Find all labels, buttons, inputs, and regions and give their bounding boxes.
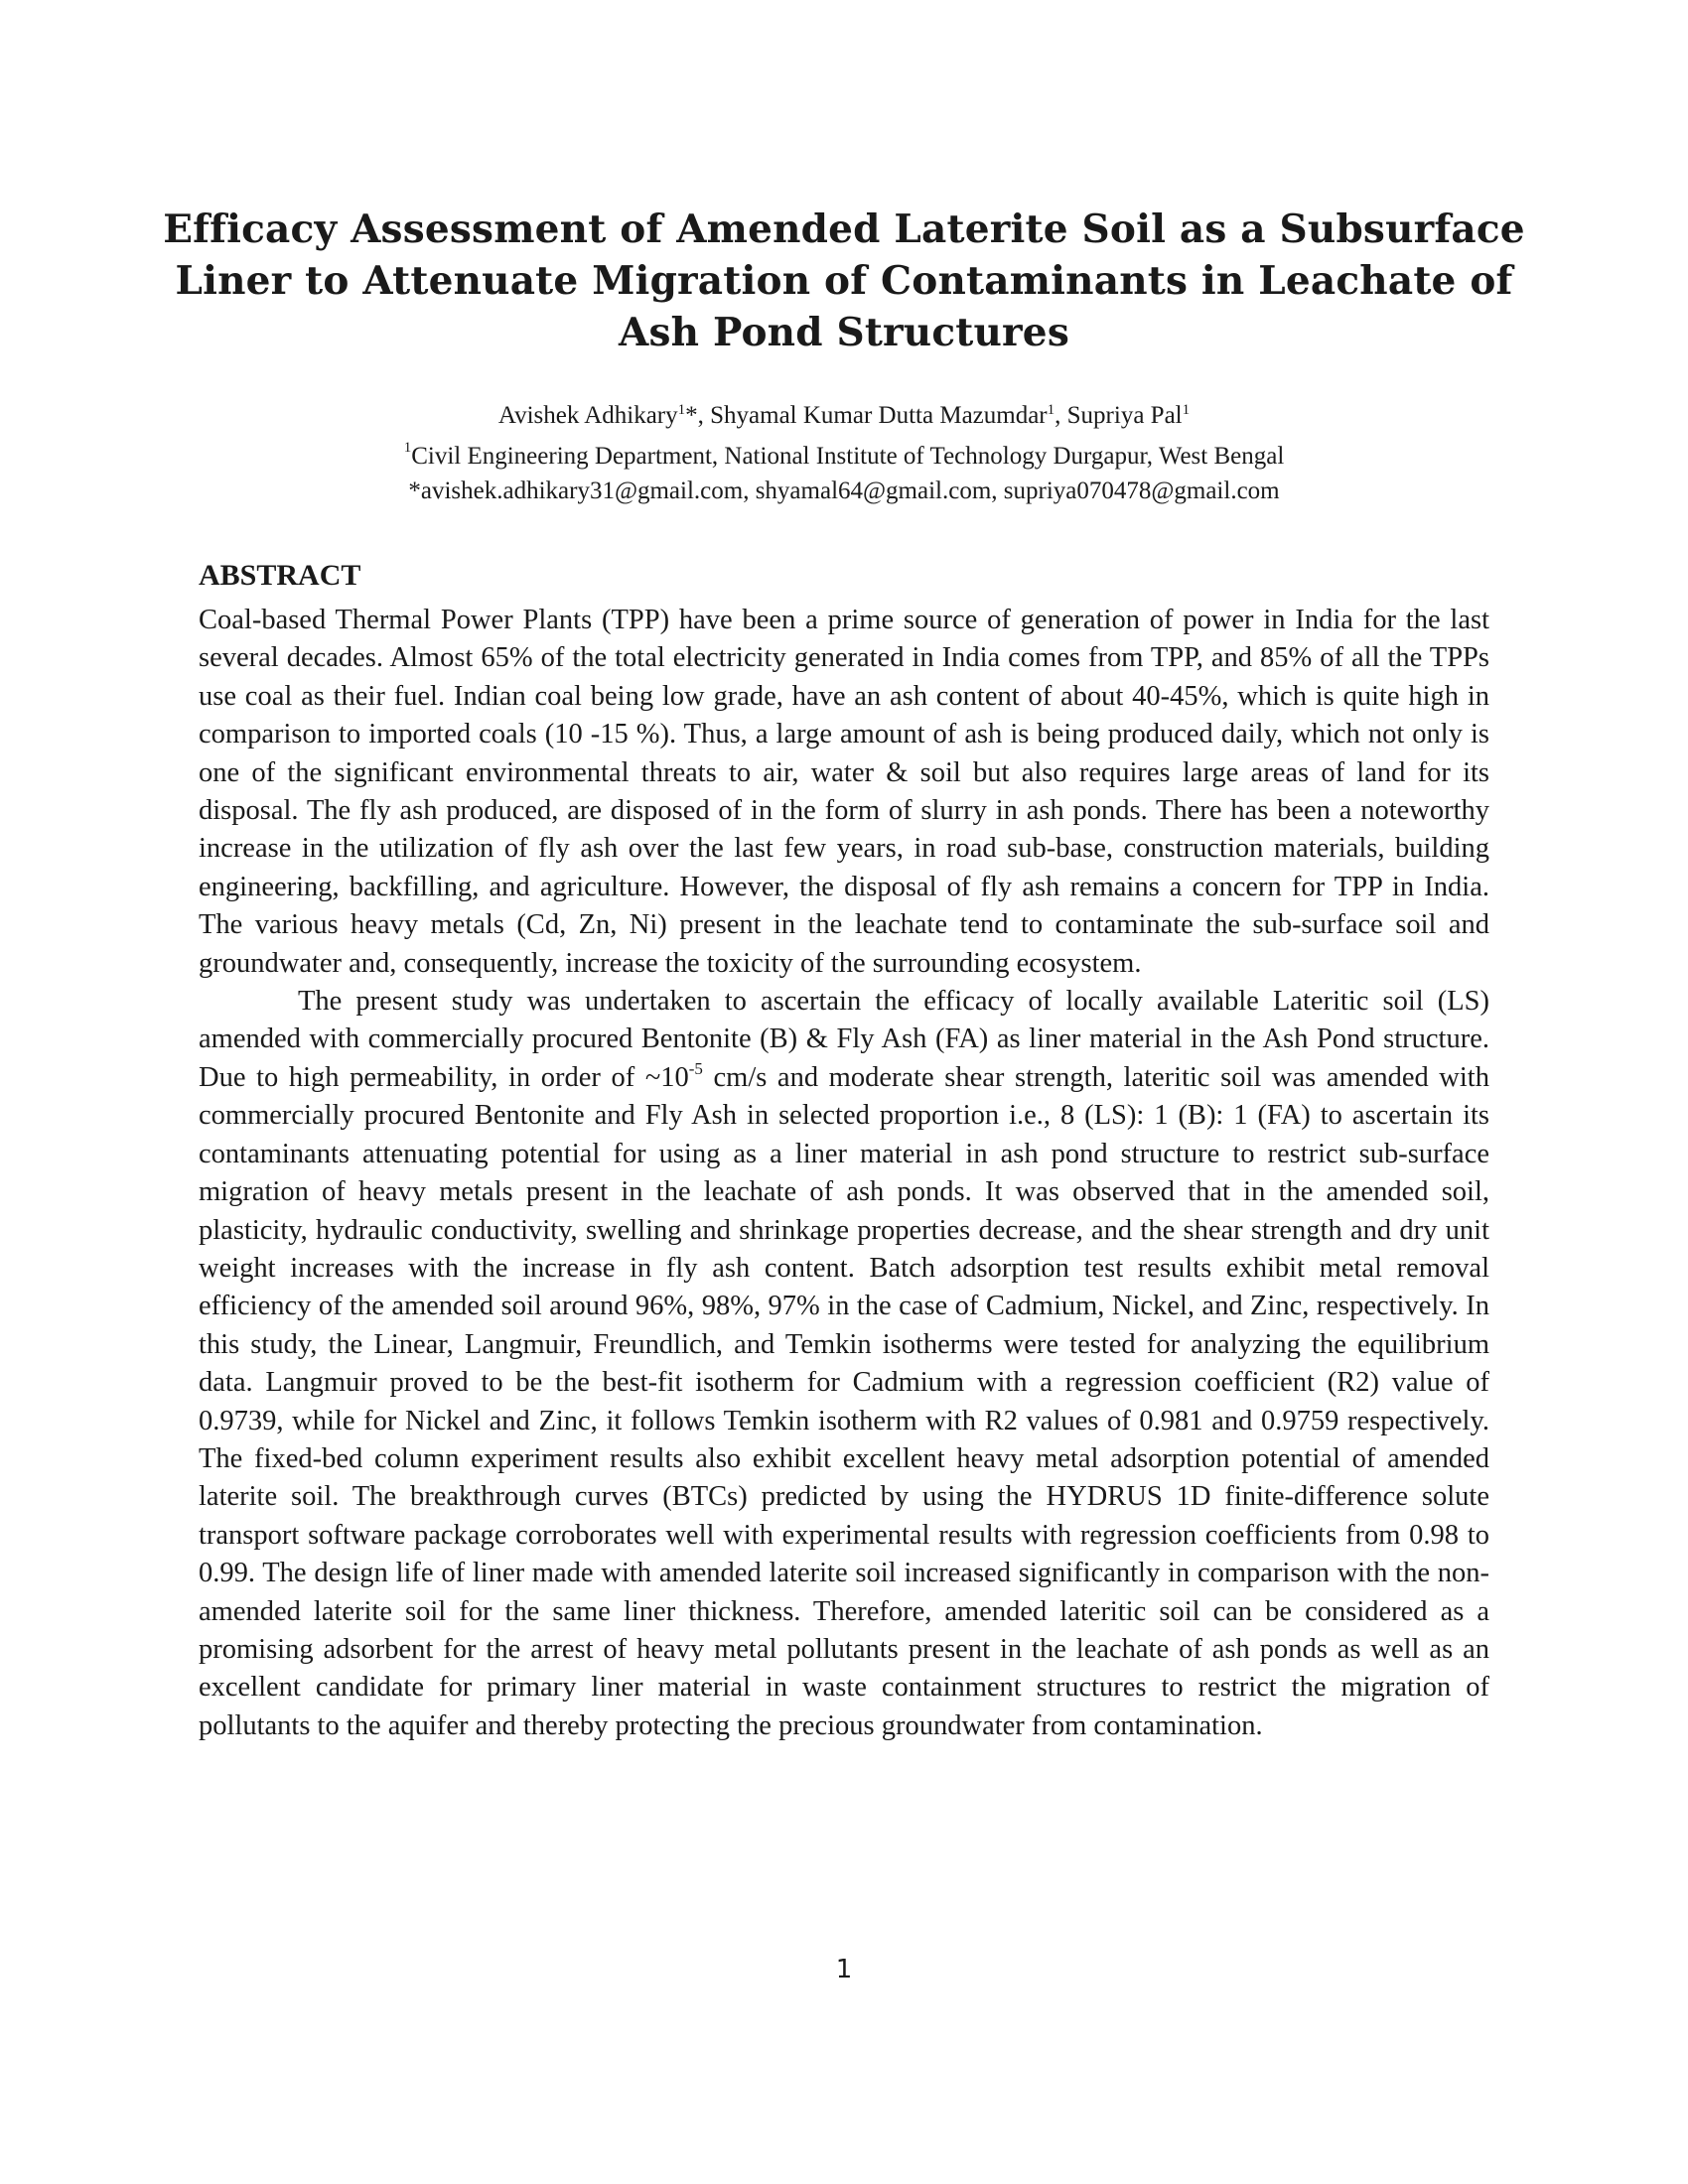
- abstract-heading: ABSTRACT: [199, 559, 361, 592]
- exponent: -5: [688, 1058, 703, 1078]
- author-emails: *avishek.adhikary31@gmail.com, shyamal64@gmail.com, supriya070478@gmail.com: [408, 478, 1280, 504]
- paper-title: [149, 204, 1539, 358]
- affiliation: [149, 439, 1539, 475]
- abstract-paragraph: Coal-based Thermal Power Plants (TPP) have been a prime source of generation of power in India for the last several decades. Almost 65% of the total electricity generated in India comes from TPP, and 85% of all the TPPs use coal as their fuel. Indian coal being low grade, have an ash content of about 40-45%, which is quite high in comparison to imported coals (10 -15 %). Thus, a large amount of ash is being produced daily, which not only is one of the significant environmental threats to air, water & soil but also requires large areas of land for its disposal. The fly ash produced, are disposed of in the form of slurry in ash ponds. There has been a noteworthy increase in the utilization of fly ash over the last few years, in road sub-base, construction materials, building engineering, backfilling, and agriculture. However, the disposal of fly ash remains a concern for TPP in India. The various heavy metals (Cd, Zn, Ni) present in the leachate tend to contaminate the sub-surface soil and groundwater and, consequently, increase the toxicity of the surrounding ecosystem.: [199, 605, 1489, 979]
- affiliation-mark: 1: [403, 440, 412, 456]
- affiliation-mark: 1: [1182, 402, 1191, 418]
- author-separator: ,: [1055, 402, 1067, 429]
- page-number: 1: [835, 1955, 853, 1984]
- author-name: Supriya Pal: [1066, 402, 1183, 429]
- affiliation-mark: 1: [1047, 402, 1055, 418]
- author-name: Shyamal Kumar Dutta Mazumdar: [710, 402, 1048, 429]
- author-separator: *,: [685, 402, 711, 429]
- title-line: Efficacy Assessment of Amended Laterite Soil as a Subsurface: [163, 206, 1525, 252]
- author-list: [149, 399, 1539, 433]
- abstract-paragraph: [199, 983, 1489, 1745]
- abstract-text: cm/s and moderate shear strength, lateritic soil was amended with commercially procured Bentonite and Fly Ash in selected proportion i.e., 8 (LS): 1 (B): 1 (FA) to ascertain its contaminants attenuating potential for using as a liner material in ash pond structure to restrict sub-surface migration of heavy metals present in the leachate of ash ponds. It was observed that in the amended soil, plasticity, hydraulic conductivity, swelling and shrinkage properties decrease, and the shear strength and dry unit weight increases with the increase in fly ash content. Batch adsorption test results exhibit metal removal efficiency of the amended soil around 96%, 98%, 97% in the case of Cadmium, Nickel, and Zinc, respectively. In this study, the Linear, Langmuir, Freundlich, and Temkin isotherms were tested for analyzing the equilibrium data. Langmuir proved to be the best-fit isotherm for Cadmium with a regression coefficient (R2) value of 0.9739, while for Nickel and Zinc, it follows Temkin isotherm with R2 values of 0.981 and 0.9759 respectively. The fixed-bed column experiment results also exhibit excellent heavy metal adsorption potential of amended laterite soil. The breakthrough curves (BTCs) predicted by using the HYDRUS 1D finite-difference solute transport software package corroborates well with experimental results with regression coefficients from 0.98 to 0.99. The design life of liner made with amended laterite soil increased significantly in comparison with the non-amended laterite soil for the same liner thickness. Therefore, amended lateritic soil can be considered as a promising adsorbent for the arrest of heavy metal pollutants present in the leachate of ash ponds as well as an excellent candidate for primary liner material in waste containment structures to restrict the migration of pollutants to the aquifer and thereby protecting the precious groundwater from contamination.: [199, 1061, 1489, 1741]
- affiliation-mark: 1: [677, 402, 686, 418]
- abstract-text: The present study was undertaken to ascertain the efficacy of locally available Lateritic soil (LS) amended with commercially procured Bentonite (B) & Fly Ash (FA) as liner material in the Ash Pond structure. Due to high permeability, in order of ~10: [199, 986, 1489, 1093]
- author-name: Avishek Adhikary: [497, 402, 678, 429]
- abstract-body: [199, 602, 1489, 1745]
- title-line: Ash Pond Structures: [619, 310, 1069, 355]
- title-line: Liner to Attenuate Migration of Contaminants in Leachate of: [175, 258, 1513, 304]
- affiliation-text: Civil Engineering Department, National Institute of Technology Durgapur, West Bengal: [411, 443, 1285, 470]
